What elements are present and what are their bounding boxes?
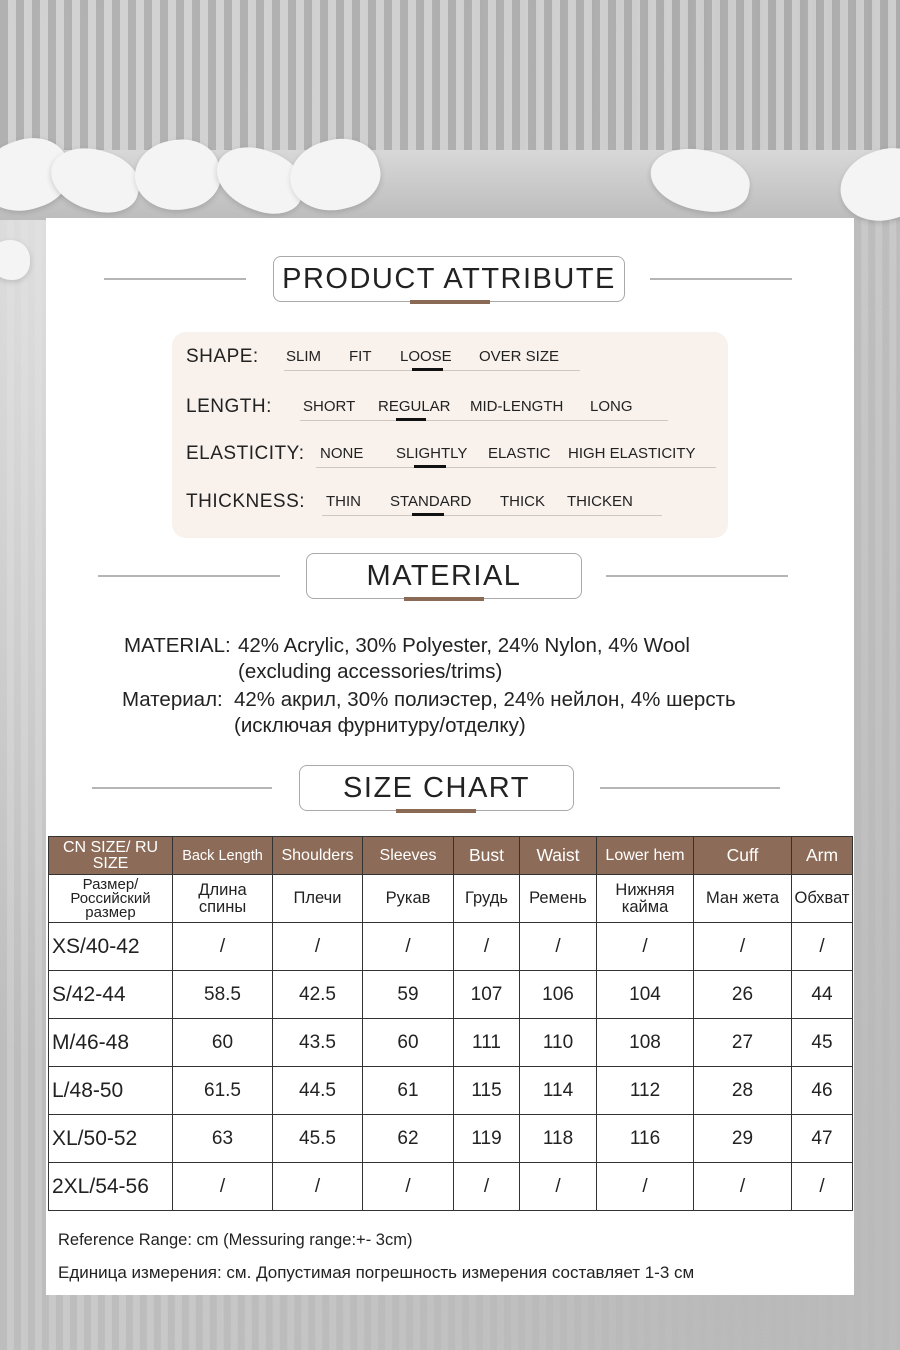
header-cell: Shoulders xyxy=(273,837,363,875)
product-info-panel xyxy=(46,218,854,1295)
attr-option: LONG xyxy=(590,398,633,415)
table-cell: / xyxy=(597,1163,694,1211)
table-row xyxy=(49,923,853,971)
table-cell: 106 xyxy=(520,971,597,1019)
table-cell: 61 xyxy=(363,1067,454,1115)
header-cell: Arm xyxy=(792,837,853,875)
table-cell: / xyxy=(520,923,597,971)
table-cell: 118 xyxy=(520,1115,597,1163)
header-cell: Sleeves xyxy=(363,837,454,875)
table-row xyxy=(49,971,853,1019)
attr-option: FIT xyxy=(349,348,372,365)
attribute-section-header xyxy=(46,256,854,302)
size-cell: S/42-44 xyxy=(49,971,173,1019)
material-ru-label: Материал: xyxy=(122,688,223,711)
table-cell: / xyxy=(694,923,792,971)
table-row xyxy=(49,1115,853,1163)
table-cell: 116 xyxy=(597,1115,694,1163)
attr-option: OVER SIZE xyxy=(479,348,560,365)
material-en-note: (excluding accessories/trims) xyxy=(238,660,503,683)
table-cell: 110 xyxy=(520,1019,597,1067)
material-ru-note: (исключая фурнитуру/отделку) xyxy=(234,714,526,737)
title-underline xyxy=(404,597,484,601)
attr-label: ELASTICITY: xyxy=(186,443,305,464)
attr-option: SHORT xyxy=(303,398,356,415)
material-section-header xyxy=(46,553,854,599)
size-chart-section-header xyxy=(46,765,854,811)
material-title: MATERIAL xyxy=(306,553,582,599)
table-cell: 119 xyxy=(454,1115,520,1163)
table-cell: 29 xyxy=(694,1115,792,1163)
size-cell: XL/50-52 xyxy=(49,1115,173,1163)
attr-option: SLIM xyxy=(286,348,322,365)
attr-option-selected: LOOSE xyxy=(400,348,452,365)
attr-row-length xyxy=(186,394,726,424)
header-cell: Длина спины xyxy=(173,875,273,923)
table-cell: 63 xyxy=(173,1115,273,1163)
table-row xyxy=(49,1163,853,1211)
table-row xyxy=(49,1067,853,1115)
header-cell: Плечи xyxy=(273,875,363,923)
reference-note-ru: Единица измерения: см. Допустимая погрешность измерения составляет 1-3 см xyxy=(58,1263,695,1282)
attribute-title: PRODUCT ATTRIBUTE xyxy=(273,256,625,302)
header-cell: Ремень xyxy=(520,875,597,923)
attr-option: ELASTIC xyxy=(488,445,551,462)
table-cell: 26 xyxy=(694,971,792,1019)
table-cell: / xyxy=(454,1163,520,1211)
table-cell: / xyxy=(792,923,853,971)
table-cell: 28 xyxy=(694,1067,792,1115)
table-cell: 45 xyxy=(792,1019,853,1067)
attr-rule xyxy=(322,515,662,516)
attr-option: THICK xyxy=(500,493,545,510)
header-cell: Нижняя кайма xyxy=(597,875,694,923)
header-cell: Грудь xyxy=(454,875,520,923)
header-cell: Обхват xyxy=(792,875,853,923)
header-cell: Ман жета xyxy=(694,875,792,923)
header-cell: Bust xyxy=(454,837,520,875)
table-cell: 104 xyxy=(597,971,694,1019)
divider-line xyxy=(600,787,780,789)
divider-line xyxy=(104,278,246,280)
size-cell: L/48-50 xyxy=(49,1067,173,1115)
table-cell: / xyxy=(694,1163,792,1211)
table-cell: 27 xyxy=(694,1019,792,1067)
table-cell: / xyxy=(273,923,363,971)
table-cell: / xyxy=(173,1163,273,1211)
attr-option-selected: STANDARD xyxy=(390,493,472,510)
size-chart-title: SIZE CHART xyxy=(299,765,574,811)
header-cell: Lower hem xyxy=(597,837,694,875)
title-underline xyxy=(410,300,490,304)
selected-marker xyxy=(396,418,426,421)
table-cell: 44 xyxy=(792,971,853,1019)
table-cell: / xyxy=(363,1163,454,1211)
attr-option: THIN xyxy=(326,493,361,510)
header-cell: Back Length xyxy=(173,837,273,875)
divider-line xyxy=(650,278,792,280)
attr-row-shape xyxy=(186,344,726,374)
table-cell: / xyxy=(520,1163,597,1211)
attr-rule xyxy=(300,420,668,421)
table-cell: 46 xyxy=(792,1067,853,1115)
table-cell: 58.5 xyxy=(173,971,273,1019)
table-cell: 61.5 xyxy=(173,1067,273,1115)
attr-label: LENGTH: xyxy=(186,396,272,417)
size-cell: M/46-48 xyxy=(49,1019,173,1067)
table-cell: 45.5 xyxy=(273,1115,363,1163)
table-cell: 43.5 xyxy=(273,1019,363,1067)
material-en-label: MATERIAL: xyxy=(124,634,231,657)
header-cell: Рукав xyxy=(363,875,454,923)
attr-option-selected: REGULAR xyxy=(378,398,451,415)
table-cell: / xyxy=(792,1163,853,1211)
size-chart-table xyxy=(48,836,853,1211)
table-cell: 112 xyxy=(597,1067,694,1115)
divider-line xyxy=(606,575,788,577)
table-header-ru xyxy=(49,875,853,923)
table-cell: 44.5 xyxy=(273,1067,363,1115)
attr-label: THICKNESS: xyxy=(186,491,306,512)
table-cell: 47 xyxy=(792,1115,853,1163)
attribute-box xyxy=(172,332,728,538)
attr-row-elasticity xyxy=(186,441,726,471)
attr-option: MID-LENGTH xyxy=(470,398,564,415)
material-ru-value: 42% акрил, 30% полиэстер, 24% нейлон, 4% шерсть xyxy=(234,688,736,711)
table-cell: / xyxy=(597,923,694,971)
table-cell: 60 xyxy=(363,1019,454,1067)
attr-option: HIGH ELASTICITY xyxy=(568,445,696,462)
table-cell: 114 xyxy=(520,1067,597,1115)
attr-label: SHAPE: xyxy=(186,346,259,367)
attr-rule xyxy=(316,467,716,468)
table-cell: 60 xyxy=(173,1019,273,1067)
table-cell: / xyxy=(454,923,520,971)
attr-option: NONE xyxy=(320,445,364,462)
size-cell: 2XL/54-56 xyxy=(49,1163,173,1211)
table-cell: 62 xyxy=(363,1115,454,1163)
background-knit-texture xyxy=(0,0,900,150)
table-header-en xyxy=(49,837,853,875)
selected-marker xyxy=(414,465,446,468)
table-cell: / xyxy=(273,1163,363,1211)
material-en-value: 42% Acrylic, 30% Polyester, 24% Nylon, 4% Wool xyxy=(238,634,690,657)
divider-line xyxy=(92,787,272,789)
attr-row-thickness xyxy=(186,489,726,519)
table-cell: 42.5 xyxy=(273,971,363,1019)
reference-note-en: Reference Range: cm (Messuring range:+- 3cm) xyxy=(58,1231,413,1249)
size-cell: XS/40-42 xyxy=(49,923,173,971)
attr-option-selected: SLIGHTLY xyxy=(396,445,468,462)
table-cell: 108 xyxy=(597,1019,694,1067)
table-cell: 107 xyxy=(454,971,520,1019)
table-row xyxy=(49,1019,853,1067)
header-cell: Cuff xyxy=(694,837,792,875)
divider-line xyxy=(98,575,280,577)
attr-option: THICKEN xyxy=(567,493,633,510)
title-underline xyxy=(396,809,476,813)
header-cell: CN SIZE/ RU SIZE xyxy=(49,837,173,875)
flower-petal xyxy=(0,240,30,280)
table-cell: / xyxy=(363,923,454,971)
table-cell: 115 xyxy=(454,1067,520,1115)
table-cell: 59 xyxy=(363,971,454,1019)
table-cell: 111 xyxy=(454,1019,520,1067)
header-cell: Размер/ Российский размер xyxy=(49,875,173,923)
header-cell: Waist xyxy=(520,837,597,875)
selected-marker xyxy=(412,368,443,371)
table-cell: / xyxy=(173,923,273,971)
selected-marker xyxy=(412,513,444,516)
